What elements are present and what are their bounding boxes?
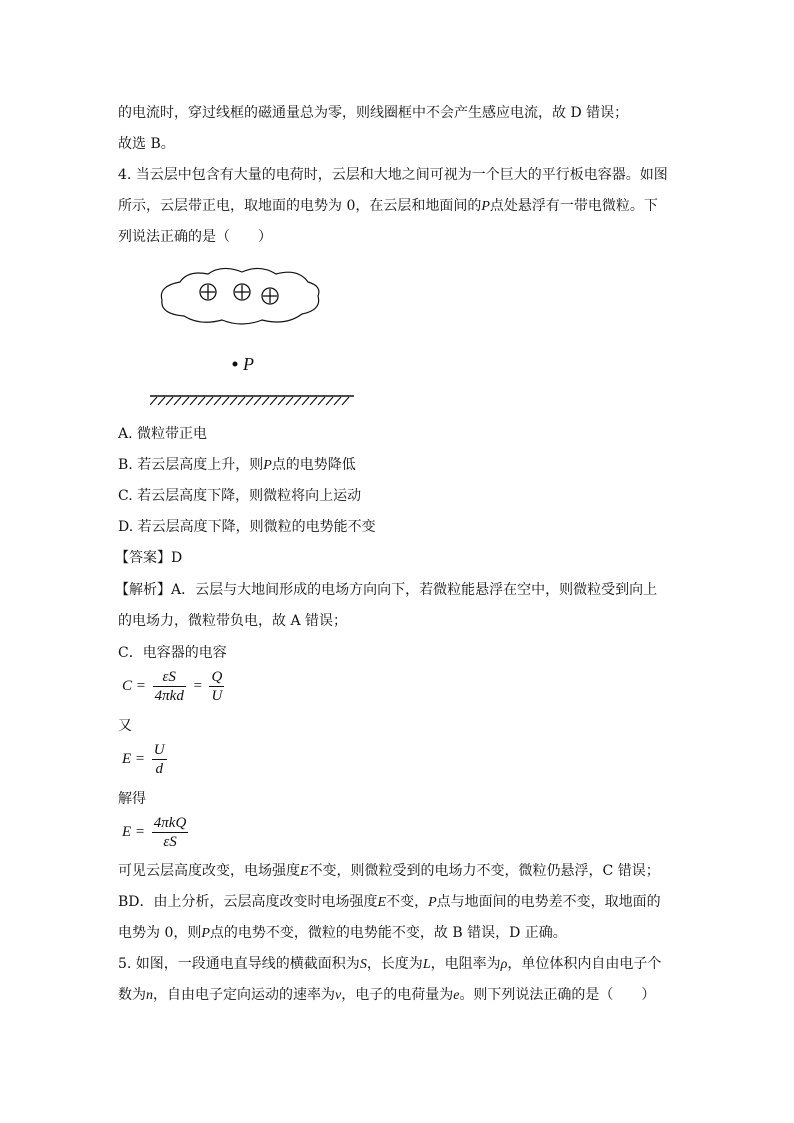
q5-var-e: e [453,988,460,1003]
eq1-num1: εS [153,668,186,687]
eq3-fraction [152,814,189,851]
point-p-dot [233,362,238,367]
hatch-mark [286,397,293,405]
q5-stem-line-2 [118,985,655,1006]
ground-hatching [150,397,349,405]
option-b-var: P [263,458,272,473]
analysis-line-5-var2: P [428,895,437,910]
point-p-label: P [243,354,254,374]
eq1-den2: U [211,688,223,704]
equation-field-result [122,814,191,851]
analysis-line-5b: 不变， [386,894,429,910]
hatch-mark [206,397,213,405]
hatch-mark [182,397,189,405]
q5-line-1b: ，长度为 [366,956,423,972]
answer: 【答案】D [115,550,183,566]
analysis-line-4-var: E [300,864,309,879]
hatch-mark [278,397,285,405]
analysis-line-5c: 点与地面间的电势差不变，取地面的 [436,894,661,910]
q5-line-2c: ，电子的电荷量为 [341,987,454,1003]
analysis-jiede: 解得 [118,791,146,807]
eq3-den: εS [163,834,177,850]
analysis-line-5 [118,892,661,913]
q5-line-2b: ，自由电子定向运动的速率为 [153,987,335,1003]
hatch-mark [342,397,349,405]
eq2-num: U [153,742,165,758]
q4-stem-line-2 [118,196,658,217]
eq1-fraction-2 [209,668,224,705]
prev-text-line-1: 的电流时，穿过线框的磁通量总为零，则线圈框中不会产生感应电流，故 D 错误； [118,105,629,121]
positive-charge-1 [200,284,216,300]
q4-stem-line-2b: 点处悬浮有一带电微粒。下 [489,198,658,214]
hatch-mark [270,397,277,405]
analysis-you: 又 [118,718,132,734]
hatch-mark [150,397,157,405]
eq1-den1: 4πkd [154,688,184,704]
q4-stem-line-1: 4. 当云层中包含有大量的电荷时，云层和大地之间可视为一个巨大的平行板电容器。如图 [118,167,668,183]
analysis-line-4b: 不变，则微粒受到的电场力不变，微粒仍悬浮，C 错误； [308,863,660,879]
eq1-lhs: C = [122,678,146,694]
analysis-line-2: 的电场力，微粒带负电，故 A 错误； [118,613,348,629]
option-c: C. 若云层高度下降，则微粒将向上运动 [118,488,362,504]
q5-var-rho: ρ [500,957,508,972]
hatch-mark [238,397,245,405]
hatch-mark [334,397,341,405]
analysis-line-3: C．电容器的电容 [118,645,227,661]
q5-line-1a: 5. 如图，一段通电直导线的横截面积为 [118,956,360,972]
analysis-line-6b: 点的电势不变，微粒的电势能不变，故 B 错误，D 正确。 [209,925,567,941]
hatch-mark [310,397,317,405]
equation-field-ud [122,741,170,778]
option-d: D. 若云层高度下降，则微粒的电势能不变 [118,519,376,535]
hatch-mark [230,397,237,405]
q4-var-p: P [481,199,490,214]
option-b [118,455,356,476]
analysis-line-4a: 可见云层高度改变，电场强度 [118,863,300,879]
hatch-mark [246,397,253,405]
hatch-mark [262,397,269,405]
eq3-num: 4πkQ [153,815,187,831]
hatch-mark [294,397,301,405]
hatch-mark [190,397,197,405]
eq1-mid: = [192,678,203,694]
option-b-pre: B. 若云层高度上升，则 [118,457,264,473]
q4-figure [150,262,370,412]
hatch-mark [326,397,333,405]
q5-var-l: L [422,957,431,972]
q4-stem-line-2a: 所示，云层带正电，取地面的电势为 0，在云层和地面间的 [118,198,482,214]
hatch-mark [254,397,261,405]
eq3-lhs: E = [122,824,146,840]
eq1-fraction-1 [153,668,186,705]
option-a: A. 微粒带正电 [118,426,208,442]
analysis-line-5-var1: E [377,895,387,910]
equation-capacitance [122,668,227,705]
hatch-mark [158,397,165,405]
hatch-mark [174,397,181,405]
analysis-line-5a: BD．由上分析，云层高度改变时电场强度 [118,894,378,910]
analysis-line-6 [118,923,567,944]
hatch-mark [318,397,325,405]
eq1-num2: Q [211,669,223,685]
q5-var-s: S [359,957,367,972]
hatch-mark [302,397,309,405]
hatch-mark [214,397,221,405]
q5-var-v: v [335,988,342,1003]
eq2-den: d [155,761,163,777]
analysis-line-6a: 电势为 0，则 [118,925,202,941]
hatch-mark [198,397,205,405]
positive-charge-2 [234,284,250,300]
q5-stem-line-1 [118,954,661,975]
analysis-line-6-var: P [201,926,210,941]
q5-line-1d: ，单位体积内自由电子个 [507,956,662,972]
eq2-fraction [152,741,167,778]
eq2-lhs: E = [122,751,146,767]
q5-line-1c: ，电阻率为 [430,956,501,972]
q4-stem-line-3: 列说法正确的是（ ） [118,229,272,245]
cloud-shape [161,268,319,324]
option-b-post: 点的电势降低 [271,457,356,473]
prev-text-line-2: 故选 B。 [118,136,175,152]
q5-line-2a: 数为 [118,987,146,1003]
analysis-line-4 [118,861,660,882]
q5-line-2d: 。则下列说法正确的是（ ） [459,987,656,1003]
hatch-mark [166,397,173,405]
q5-var-n: n [146,988,153,1003]
positive-charge-3 [262,288,278,304]
hatch-mark [222,397,229,405]
analysis-line-1: 【解析】A．云层与大地间形成的电场方向向下，若微粒能悬浮在空中，则微粒受到向上 [115,582,658,598]
